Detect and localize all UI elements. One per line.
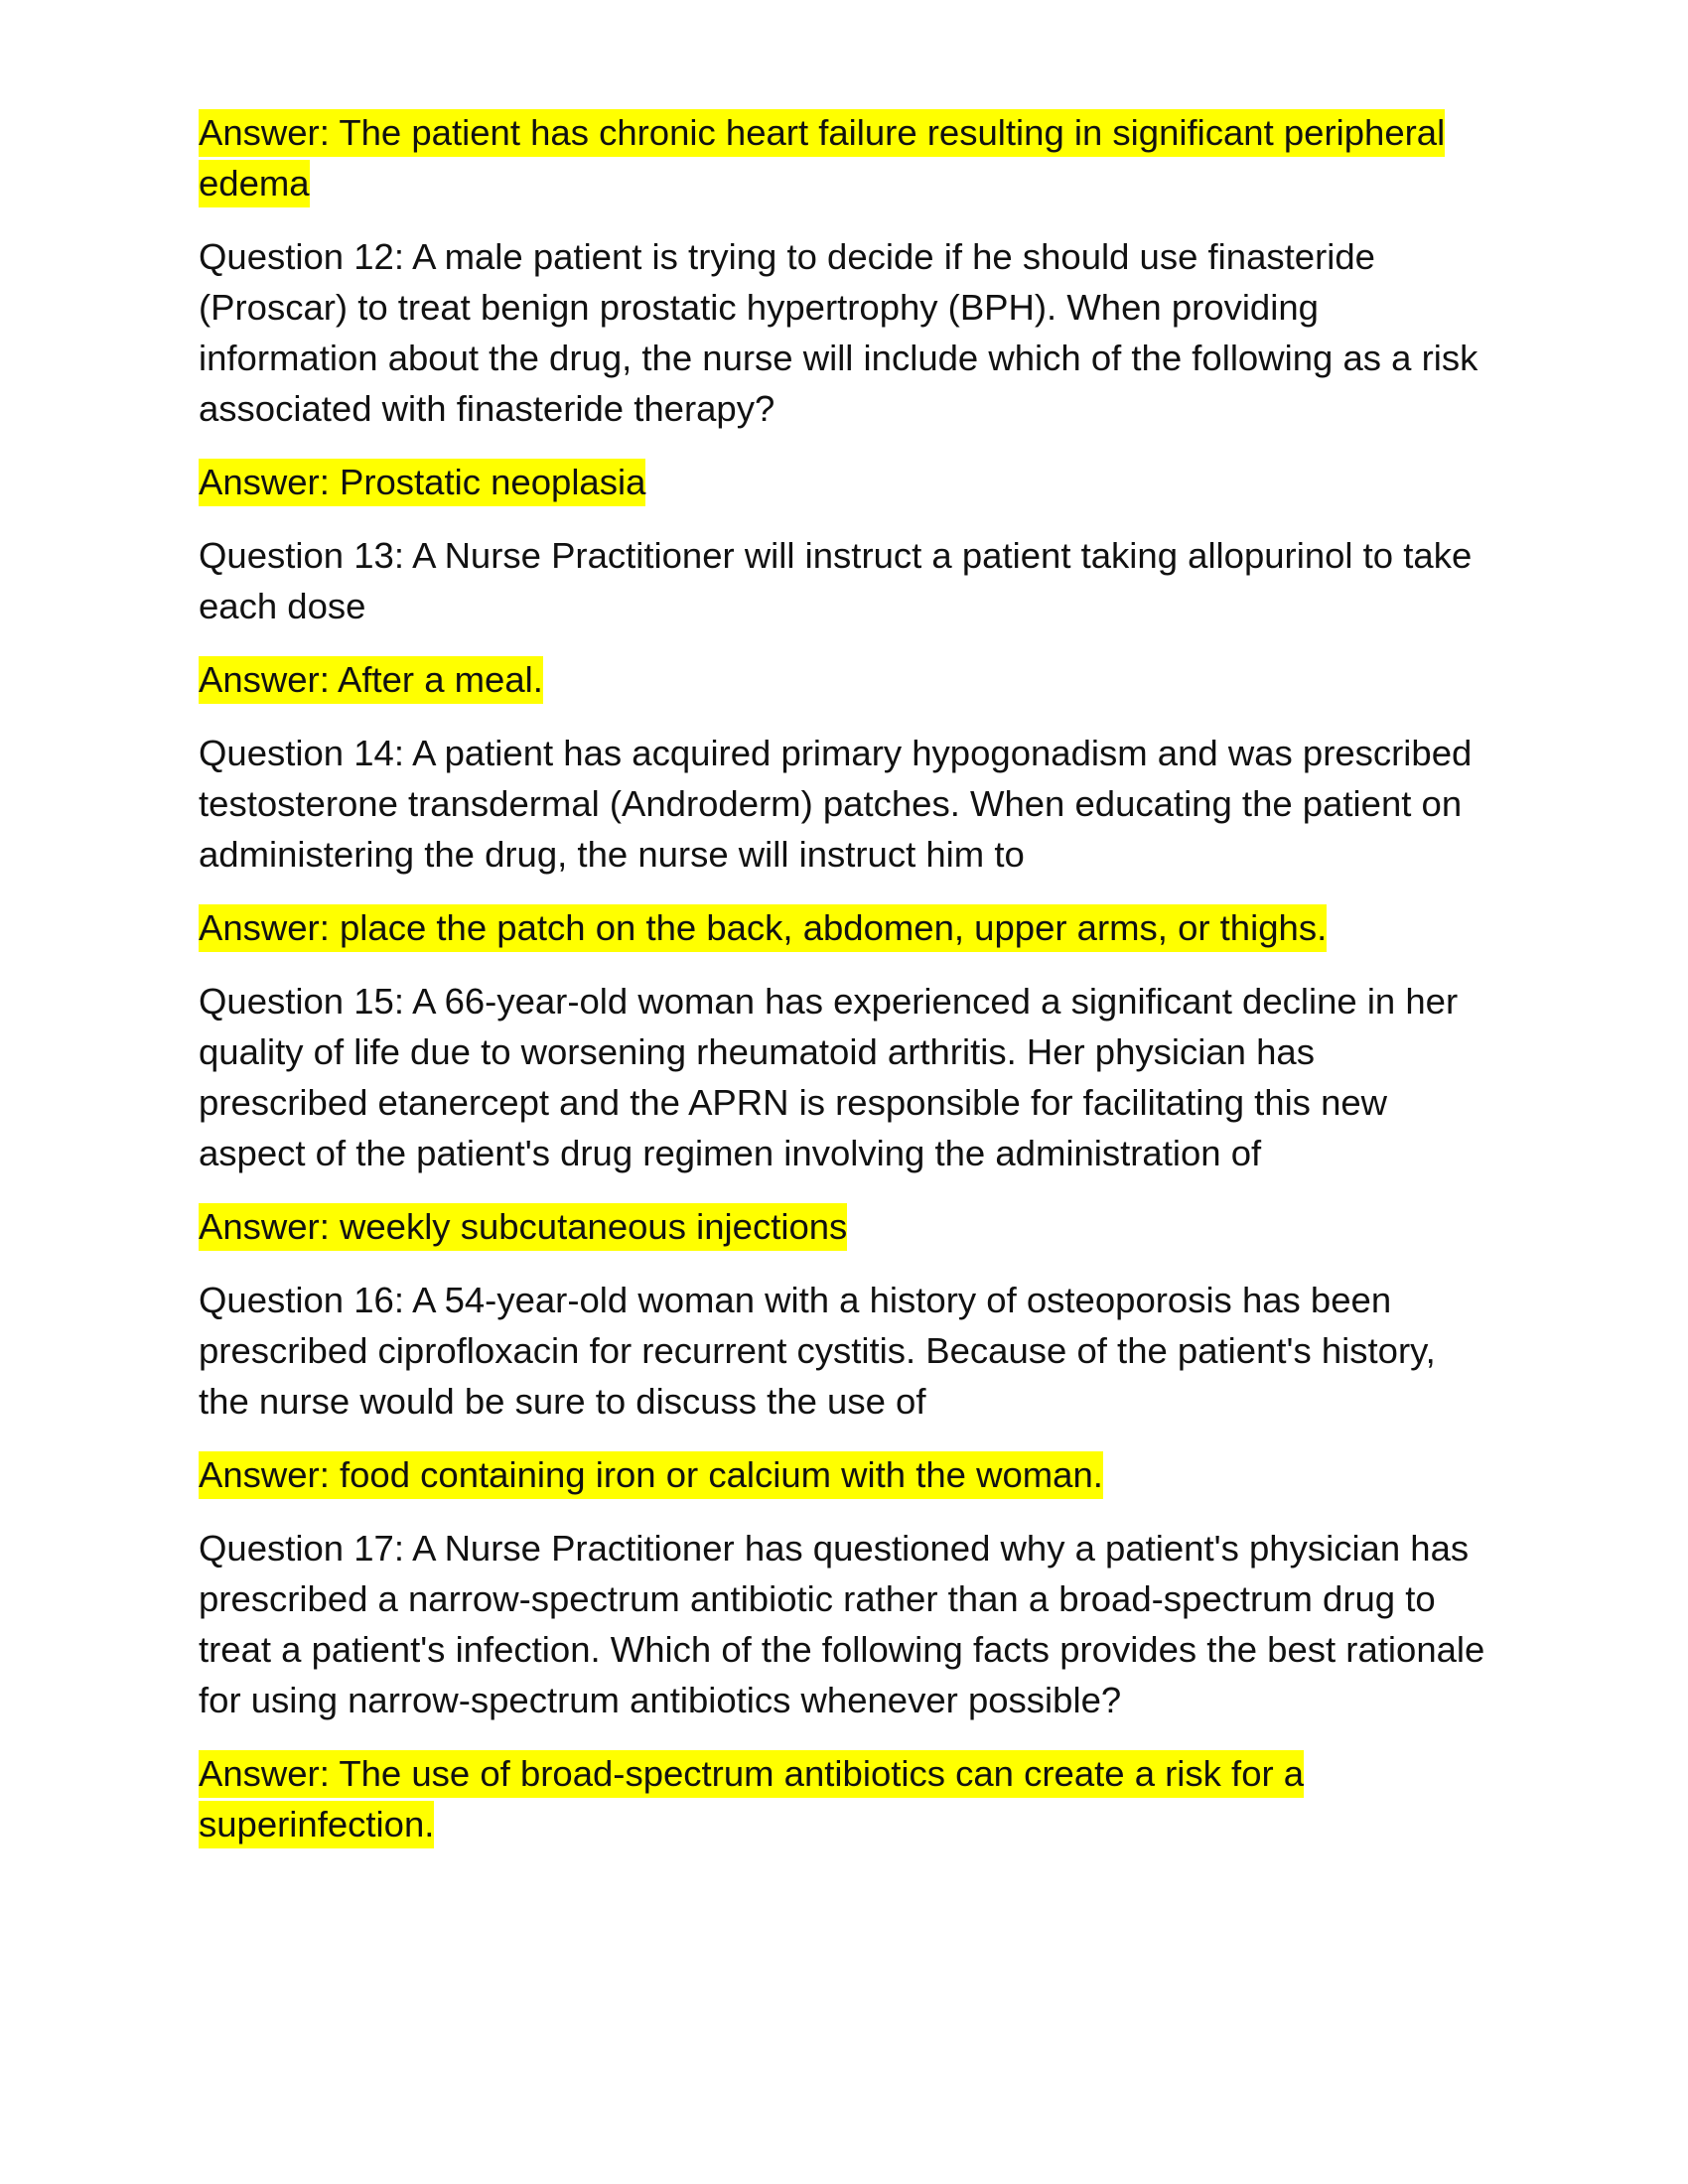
answer-highlight: Answer: Prostatic neoplasia: [199, 459, 645, 506]
question-paragraph: Question 16: A 54-year-old woman with a history of osteoporosis has been prescribed ciprofloxacin for recurrent cystitis. Because of the patient's history, the nurse would be sure to discuss the use of: [199, 1280, 1436, 1422]
answer-paragraph: [199, 1748, 1489, 1849]
answer-paragraph: [199, 457, 1489, 507]
answer-highlight: Answer: weekly subcutaneous injections: [199, 1203, 847, 1251]
answer-paragraph: [199, 654, 1489, 705]
answer-highlight: Answer: The patient has chronic heart failure resulting in significant peripheral edema: [199, 109, 1445, 207]
question-paragraph: Question 12: A male patient is trying to decide if he should use finasteride (Proscar) to treat benign prostatic hypertrophy (BPH). When providing information about the drug, the nurse will include which of the following as a risk associated with finasteride therapy?: [199, 236, 1478, 429]
answer-paragraph: [199, 107, 1489, 208]
answer-highlight: Answer: After a meal.: [199, 656, 543, 704]
question-paragraph: Question 14: A patient has acquired primary hypogonadism and was prescribed testosterone transdermal (Androderm) patches. When educating the patient on administering the drug, the nurse will instruct him to: [199, 733, 1473, 875]
answer-paragraph: [199, 902, 1489, 953]
question-paragraph: Question 17: A Nurse Practitioner has questioned why a patient's physician has prescribed a narrow-spectrum antibiotic rather than a broad-spectrum drug to treat a patient's infection. Which of the following facts provides the best rationale for using narrow-spectrum antibiotics whenever possible?: [199, 1528, 1485, 1720]
question-paragraph: Question 15: A 66-year-old woman has experienced a significant decline in her quality of life due to worsening rheumatoid arthritis. Her physician has prescribed etanercept and the APRN is responsible for facilitating this new aspect of the patient's drug regimen involving the administration of: [199, 981, 1459, 1173]
answer-highlight: Answer: place the patch on the back, abdomen, upper arms, or thighs.: [199, 904, 1327, 952]
question-paragraph: Question 13: A Nurse Practitioner will instruct a patient taking allopurinol to take each dose: [199, 535, 1473, 626]
answer-highlight: Answer: The use of broad-spectrum antibiotics can create a risk for a superinfection.: [199, 1750, 1304, 1848]
answer-paragraph: [199, 1449, 1489, 1500]
answer-paragraph: [199, 1201, 1489, 1252]
answer-highlight: Answer: food containing iron or calcium with the woman.: [199, 1451, 1103, 1499]
document-page: [199, 107, 1489, 1872]
